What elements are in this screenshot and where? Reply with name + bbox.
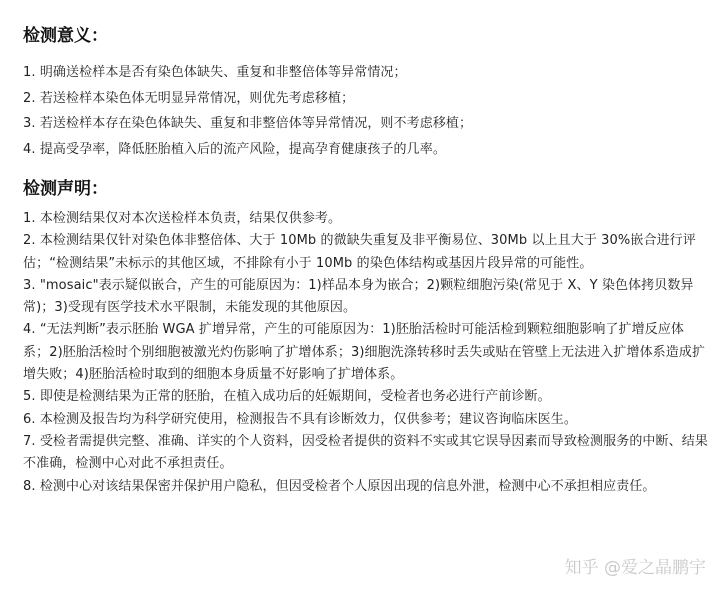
watermark-text: 知乎 @爱之晶鹏宇: [564, 558, 706, 578]
list-item: 4. “无法判断”表示胚胎 WGA 扩增异常，产生的可能原因为：1)胚胎活检时可能活检到颗粒细胞影响了扩增反应体系；2)胚胎活检时个别细胞被激光灼伤影响了扩增体系；3)细胞洗涤转移时丢失或贴在管壁上无法进入扩增体系造成扩增失败；4)胚胎活检时取到的细胞本身质量不好影响了扩增体系。: [23, 322, 706, 383]
section-heading-significance: 检测意义：: [23, 26, 108, 46]
list-item: 2. 若送检样本染色体无明显异常情况，则优先考虑移植；: [23, 90, 355, 106]
list-item: 7. 受检者需提供完整、准确、详实的个人资料，因受检者提供的资料不实或其它误导因素而导致检测服务的中断、结果不准确，检测中心对此不承担责任。: [23, 433, 708, 472]
significance-list: [23, 60, 710, 162]
list-item: 3. 若送检样本存在染色体缺失、重复和非整倍体等异常情况，则不考虑移植；: [23, 116, 473, 131]
section-heading-declaration: 检测声明：: [23, 179, 108, 199]
list-item: 6. 本检测及报告均为科学研究使用，检测报告不具有诊断效力，仅供参考；建议咨询临床医生。: [23, 411, 577, 427]
list-item: 1. 本检测结果仅对本次送检样本负责，结果仅供参考。: [23, 211, 342, 226]
list-item: 3. "mosaic"表示疑似嵌合，产生的可能原因为：1)样品本身为嵌合；2)颗粒细胞污染(常见于 X、Y 染色体拷贝数异 常)；3)受现有医学技术水平限制，未能发现的其他原因。: [23, 277, 694, 316]
declaration-list: [23, 208, 710, 498]
list-item: 4. 提高受孕率，降低胚胎植入后的流产风险，提高孕育健康孩子的几率。: [23, 141, 446, 157]
list-item: 2. 本检测结果仅针对染色体非整倍体、大于 10Mb 的微缺失重复及非平衡易位、30Mb 以上且大于 30%嵌合进行评估；“检测结果”未标示的其他区域，不排除有小于 10Mb 的染色体结构或基因片段异常的可能性。: [23, 233, 696, 271]
list-item: 1. 明确送检样本是否有染色体缺失、重复和非整倍体等异常情况；: [23, 65, 407, 80]
list-item: 5. 即使是检测结果为正常的胚胎，在植入成功后的妊娠期间，受检者也务必进行产前诊断。: [23, 389, 551, 405]
list-item: 8. 检测中心对该结果保密并保护用户隐私，但因受检者个人原因出现的信息外泄，检测中心不承担相应责任。: [23, 478, 656, 494]
